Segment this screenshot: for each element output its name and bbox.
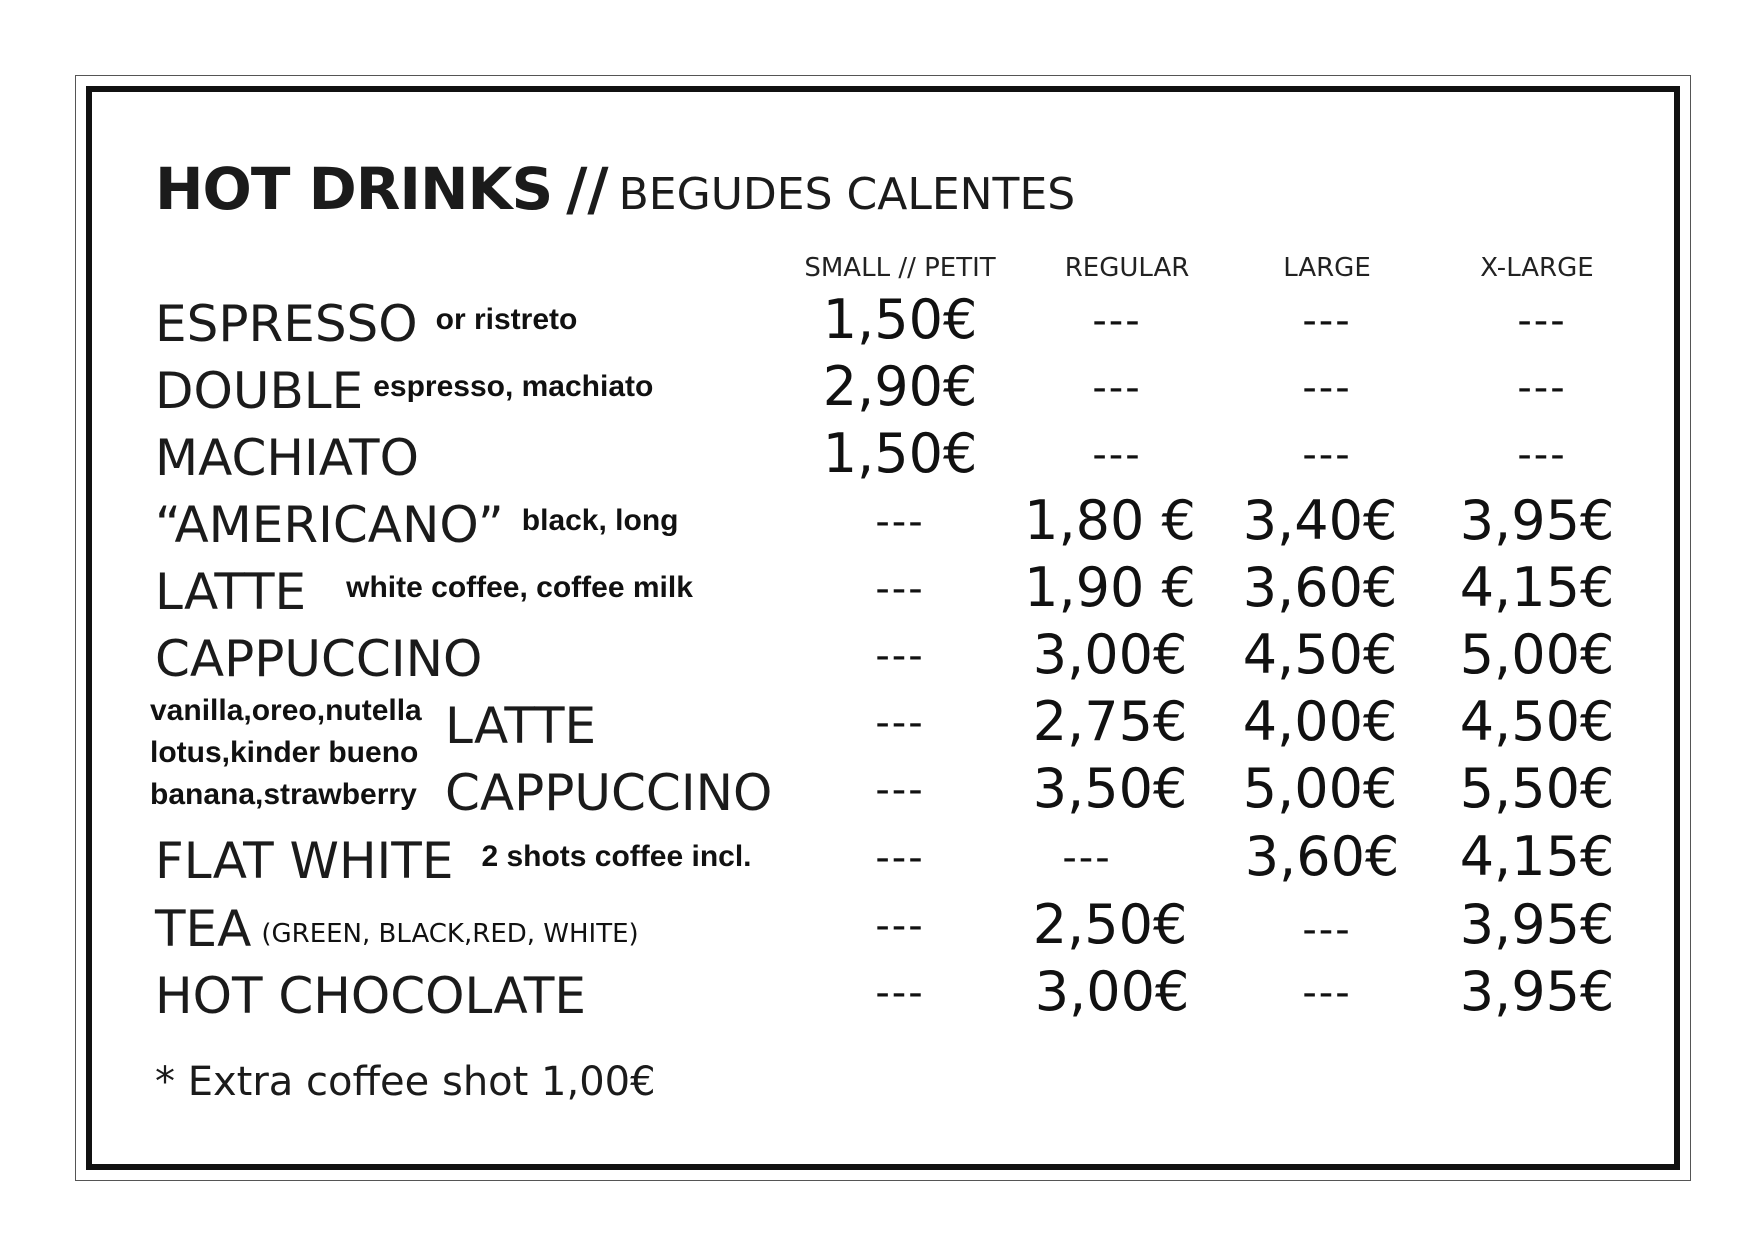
price-small: --- (875, 835, 925, 881)
item-name: ESPRESSO (155, 295, 418, 353)
item-name: LATTE (155, 563, 307, 621)
item-name: LATTE (445, 697, 597, 755)
price-regular: --- (1062, 835, 1112, 881)
column-xlarge: X-LARGE (1480, 253, 1594, 283)
item-desc: black, long (521, 504, 679, 537)
price-xlarge: --- (1517, 365, 1567, 411)
price-xlarge: 4,15€ (1459, 556, 1615, 619)
price-regular: --- (1092, 432, 1142, 478)
title-subtitle: BEGUDES CALENTES (618, 169, 1076, 220)
item-name: CAPPUCCINO (155, 630, 483, 688)
price-regular: --- (1092, 365, 1142, 411)
price-large: 3,60€ (1244, 825, 1400, 888)
menu-row-tea (0, 893, 1754, 958)
price-xlarge: --- (1517, 432, 1567, 478)
price-xlarge: 5,00€ (1459, 623, 1615, 686)
menu-row-cappuccino (0, 623, 1754, 688)
price-large: --- (1302, 365, 1352, 411)
title-main: HOT DRINKS (155, 155, 553, 223)
menu-row-flat-white (0, 825, 1754, 890)
title-separator: // (566, 155, 609, 223)
price-small: --- (875, 499, 925, 545)
column-small: SMALL // PETIT (804, 253, 996, 283)
column-regular: REGULAR (1064, 253, 1190, 283)
price-large: 5,00€ (1242, 757, 1398, 820)
price-xlarge: 4,50€ (1459, 690, 1615, 753)
flavor-line: vanilla,oreo,nutella (150, 694, 422, 727)
item-desc: (GREEN, BLACK,RED, WHITE) (261, 919, 639, 949)
item-desc: white coffee, coffee milk (346, 571, 693, 604)
item-name: MACHIATO (155, 429, 419, 487)
price-large: 3,40€ (1242, 489, 1398, 552)
flavor-line: lotus,kinder bueno (150, 736, 419, 769)
item-desc: 2 shots coffee incl. (481, 840, 752, 873)
menu-row-double (0, 355, 1754, 420)
price-xlarge: 5,50€ (1459, 757, 1615, 820)
price-large: --- (1302, 298, 1352, 344)
menu-row-latte (0, 556, 1754, 621)
menu-row-americano (0, 489, 1754, 554)
price-small: 1,50€ (822, 422, 978, 485)
price-small: --- (875, 700, 925, 746)
menu-row-hot-chocolate (0, 960, 1754, 1025)
price-small: --- (875, 633, 925, 679)
item-name: DOUBLE (155, 362, 364, 420)
price-regular: 3,50€ (1032, 757, 1188, 820)
price-xlarge: 3,95€ (1459, 960, 1615, 1023)
price-regular: 2,50€ (1032, 893, 1188, 956)
price-regular: --- (1092, 298, 1142, 344)
menu-title (155, 155, 1076, 223)
flavor-line: banana,strawberry (150, 778, 417, 811)
item-desc: or ristreto (435, 303, 578, 336)
price-large: --- (1302, 907, 1352, 953)
item-name: TEA (155, 900, 252, 958)
menu-row-flavored-latte (0, 690, 1754, 755)
price-xlarge: --- (1517, 298, 1567, 344)
price-xlarge: 3,95€ (1459, 893, 1615, 956)
price-small: 1,50€ (822, 288, 978, 351)
price-large: 3,60€ (1242, 556, 1398, 619)
footnote-extra-shot: * Extra coffee shot 1,00€ (155, 1059, 656, 1105)
price-small: --- (875, 566, 925, 612)
menu-row-machiato (0, 422, 1754, 487)
price-large: --- (1302, 432, 1352, 478)
price-small: 2,90€ (822, 355, 978, 418)
price-small: --- (875, 767, 925, 813)
menu-row-espresso (0, 288, 1754, 353)
price-regular: 2,75€ (1032, 690, 1188, 753)
price-large: 4,00€ (1242, 690, 1398, 753)
price-large: --- (1302, 970, 1352, 1016)
item-name: HOT CHOCOLATE (155, 967, 586, 1025)
price-regular: 3,00€ (1032, 623, 1188, 686)
item-name: CAPPUCCINO (445, 764, 773, 822)
menu-row-flavored-cappuccino (0, 757, 1754, 822)
price-small: --- (875, 970, 925, 1016)
item-name: FLAT WHITE (155, 832, 454, 890)
price-xlarge: 3,95€ (1459, 489, 1615, 552)
price-regular: 1,90 € (1024, 556, 1196, 619)
price-regular: 3,00€ (1034, 960, 1190, 1023)
item-desc: espresso, machiato (373, 370, 654, 403)
price-small: --- (875, 903, 925, 949)
price-regular: 1,80 € (1024, 489, 1196, 552)
price-xlarge: 4,15€ (1459, 825, 1615, 888)
column-large: LARGE (1283, 253, 1371, 283)
item-name: “AMERICANO” (155, 496, 504, 554)
price-large: 4,50€ (1242, 623, 1398, 686)
